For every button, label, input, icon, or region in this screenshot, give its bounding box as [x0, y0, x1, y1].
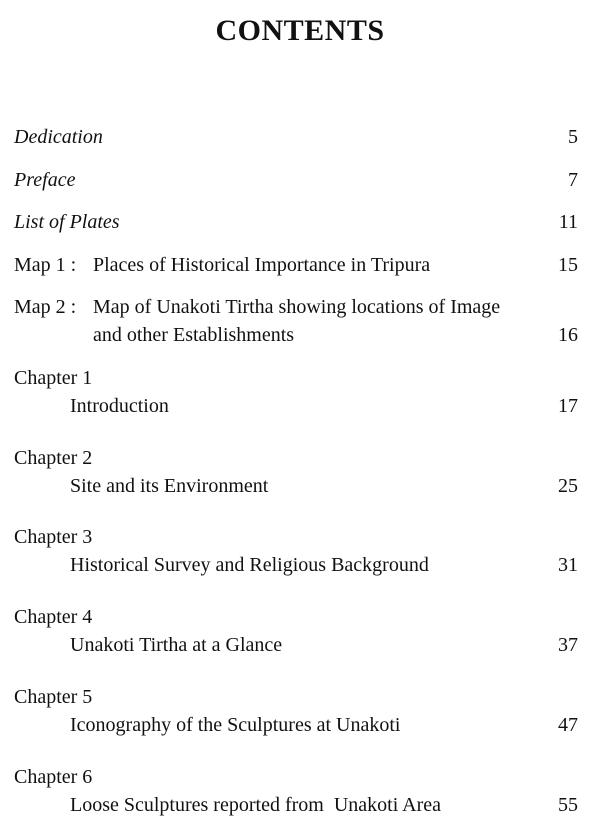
chapter-title: Introduction: [70, 395, 169, 417]
chapter-label: Chapter 4: [14, 606, 93, 628]
toc-page-number: 37: [558, 634, 578, 656]
toc-page-number: 55: [558, 794, 578, 816]
toc-page-number: 11: [558, 211, 578, 233]
toc-page-number: 16: [558, 324, 578, 346]
chapter-label: Chapter 1: [14, 367, 93, 389]
toc-entry-map-2[interactable]: [0, 294, 600, 346]
chapter-title: Unakoti Tirtha at a Glance: [70, 634, 283, 656]
page-title: CONTENTS: [215, 14, 385, 47]
chapter-title: Site and its Environment: [70, 475, 269, 497]
toc-entry-chapter-4[interactable]: [0, 604, 600, 658]
toc-page-number: 17: [558, 395, 578, 417]
chapter-title: Iconography of the Sculptures at Unakoti: [70, 714, 401, 736]
chapter-label: Chapter 5: [14, 686, 93, 708]
chapter-title: Historical Survey and Religious Background: [70, 554, 429, 576]
toc-entry-chapter-2[interactable]: [0, 445, 600, 499]
chapter-title: Loose Sculptures reported from Unakoti Area: [70, 794, 442, 816]
toc-entry-chapter-3[interactable]: [0, 524, 600, 578]
toc-entry-chapter-1[interactable]: [0, 365, 600, 419]
toc-entry-label: List of Plates: [14, 211, 120, 233]
map-prefix: Map 1 :: [14, 254, 77, 276]
map-title-line-1: Map of Unakoti Tirtha showing locations of Image: [93, 296, 501, 318]
map-prefix: Map 2 :: [14, 296, 77, 318]
chapter-label: Chapter 2: [14, 447, 93, 469]
toc-entry-chapter-5[interactable]: [0, 684, 600, 738]
toc-entry-label: Preface: [14, 169, 76, 191]
toc-page-number: 7: [568, 169, 578, 191]
toc-entry-map-1[interactable]: [0, 252, 600, 278]
toc-entry-chapter-6[interactable]: [0, 764, 600, 818]
map-title-line-2: and other Establishments: [93, 324, 295, 346]
toc-page-number: 5: [568, 126, 578, 148]
toc-page-number: 31: [558, 554, 578, 576]
toc-page-number: 47: [558, 714, 578, 736]
map-title: Places of Historical Importance in Tripura: [93, 254, 431, 276]
chapter-label: Chapter 3: [14, 526, 93, 548]
toc-page-number: 15: [558, 254, 578, 276]
chapter-label: Chapter 6: [14, 766, 93, 788]
toc-entry-label: Dedication: [14, 126, 103, 148]
toc-page-number: 25: [558, 475, 578, 497]
